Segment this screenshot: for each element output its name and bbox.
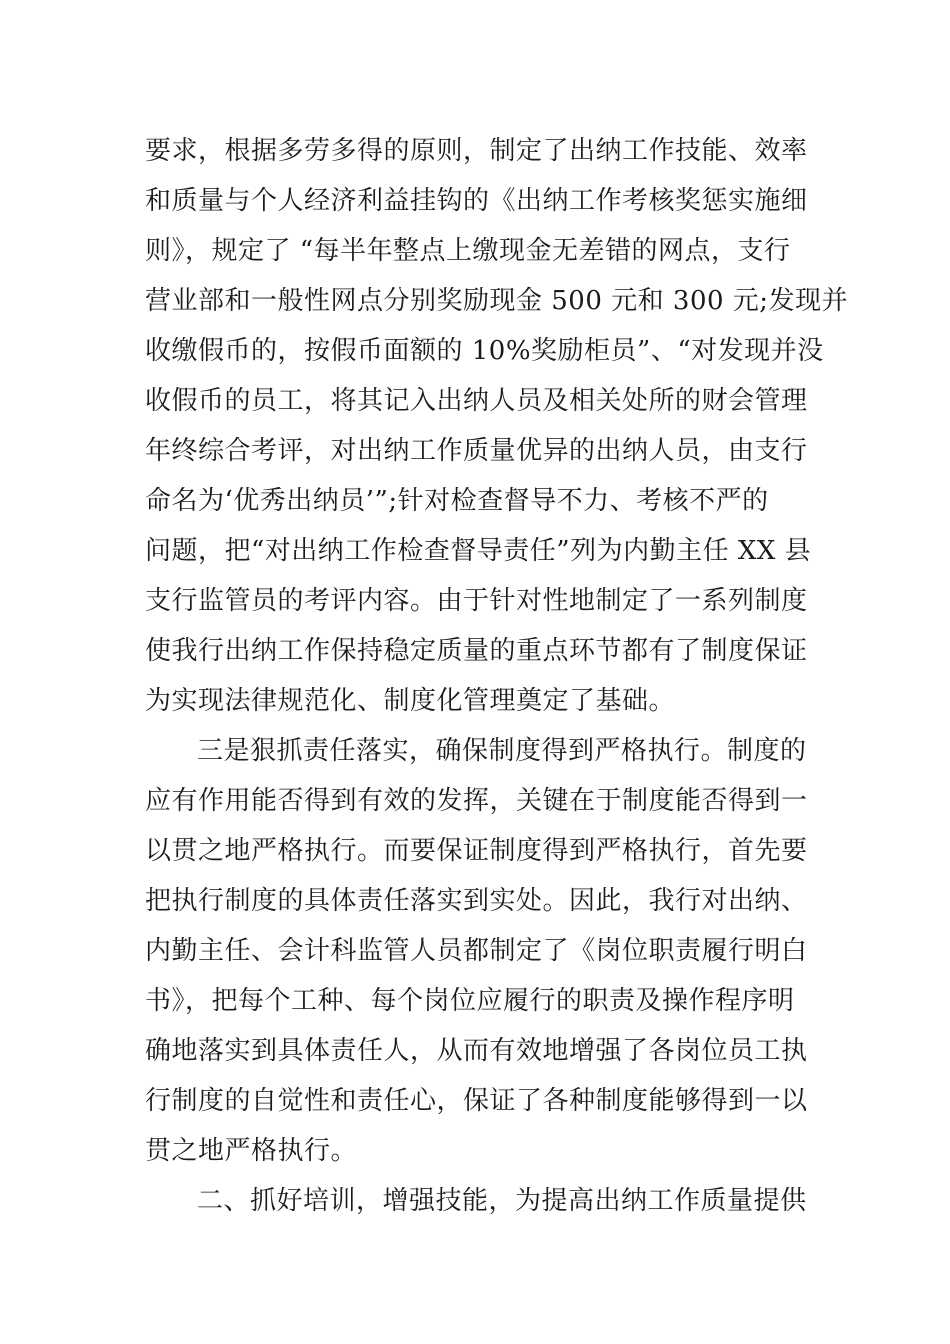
text-line: 和质量与个人经济利益挂钩的《出纳工作考核奖惩实施细 (145, 186, 808, 216)
text-line: 应有作用能否得到有效的发挥，关键在于制度能否得到一 (145, 786, 808, 816)
text-line: 行制度的自觉性和责任心，保证了各种制度能够得到一以 (145, 1086, 808, 1116)
paragraph-start-line: 三是狠抓责任落实，确保制度得到严格执行。制度的 (197, 736, 807, 766)
text-line: 以贯之地严格执行。而要保证制度得到严格执行，首先要 (145, 836, 808, 866)
text-line: 支行监管员的考评内容。由于针对性地制定了一系列制度 (145, 586, 808, 616)
text-line: 为实现法律规范化、制度化管理奠定了基础。 (145, 686, 676, 716)
section-heading-line: 二、抓好培训，增强技能，为提高出纳工作质量提供 (197, 1186, 807, 1216)
text-line: 问题，把“对出纳工作检查督导责任”列为内勤主任 XX 县 (145, 536, 812, 566)
body-text (145, 126, 849, 1226)
text-line: 收缴假币的，按假币面额的 10%奖励柜员”、“对发现并没 (145, 336, 824, 366)
text-line: 使我行出纳工作保持稳定质量的重点环节都有了制度保证 (145, 636, 808, 666)
text-line: 贯之地严格执行。 (145, 1136, 358, 1166)
text-line: 内勤主任、会计科监管人员都制定了《岗位职责履行明白 (145, 936, 808, 966)
text-line: 则》，规定了 “每半年整点上缴现金无差错的网点，支行 (145, 236, 791, 266)
text-line: 营业部和一般性网点分别奖励现金 500 元和 300 元;发现并 (145, 286, 849, 316)
text-line: 年终综合考评，对出纳工作质量优异的出纳人员，由支行 (145, 436, 808, 466)
text-line: 要求，根据多劳多得的原则，制定了出纳工作技能、效率 (145, 136, 808, 166)
text-line: 把执行制度的具体责任落实到实处。因此，我行对出纳、 (145, 886, 808, 916)
text-line: 书》，把每个工种、每个岗位应履行的职责及操作程序明 (145, 986, 795, 1016)
text-line: 确地落实到具体责任人，从而有效地增强了各岗位员工执 (145, 1036, 808, 1066)
text-line: 收假币的员工，将其记入出纳人员及相关处所的财会管理 (145, 386, 808, 416)
text-line: 命名为‘优秀出纳员’”;针对检查督导不力、考核不严的 (145, 486, 769, 516)
